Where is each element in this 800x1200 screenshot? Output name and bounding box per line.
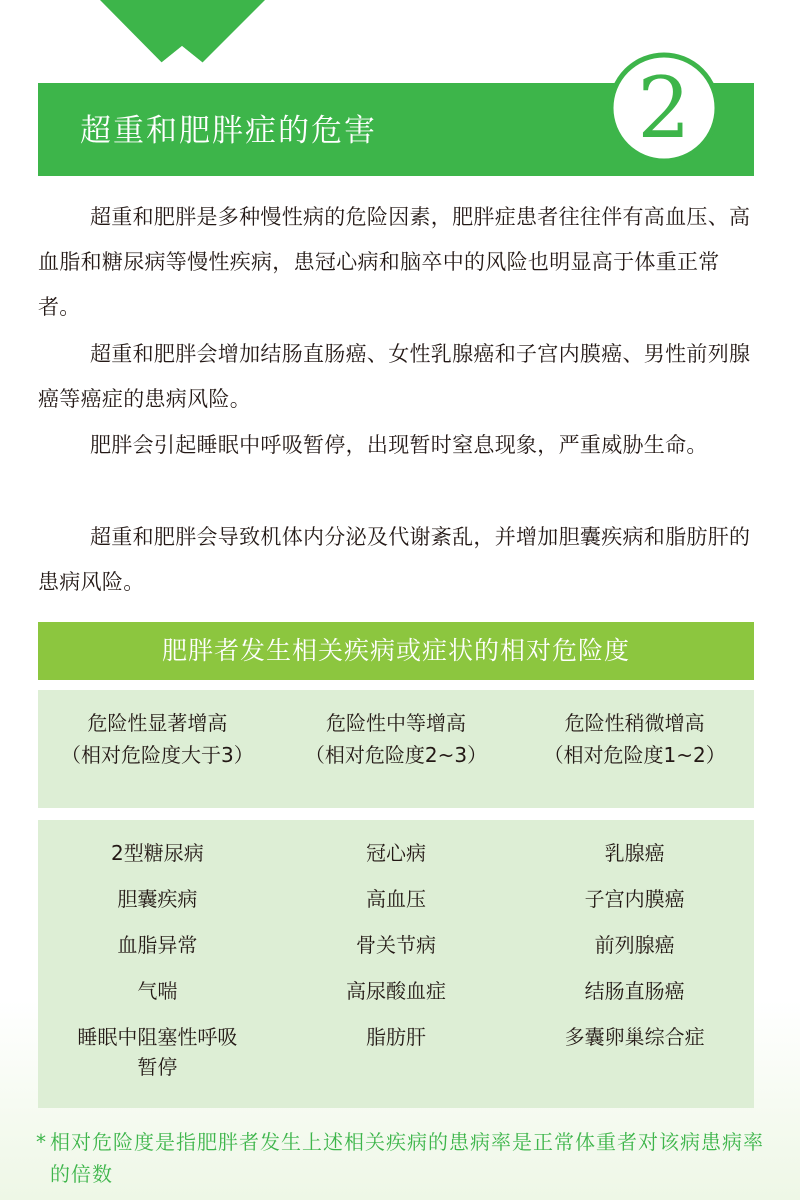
section-title: 超重和肥胖症的危害 <box>80 113 377 149</box>
disease-grid <box>38 820 754 1108</box>
paragraph-sleep-apnea: 肥胖会引起睡眠中呼吸暂停，出现暂时窒息现象，严重威胁生命。 <box>90 433 708 457</box>
disease-item: 多囊卵巢综合症 <box>564 1025 705 1049</box>
risk-table-title: 肥胖者发生相关疾病或症状的相对危险度 <box>38 622 754 680</box>
risk-level-range: （相对危险度大于3） <box>60 743 254 767</box>
section-number: 2 <box>637 59 691 157</box>
risk-level-range: （相对危险度2~3） <box>304 743 488 767</box>
footnote-text: 相对危险度是指肥胖者发生上述相关疾病的患病率是正常体重者对该病患病率的倍数 <box>50 1130 764 1186</box>
risk-level-label: 危险性稍微增高 <box>564 711 705 735</box>
risk-level-label: 危险性中等增高 <box>326 711 466 735</box>
disease-item: 胆囊疾病 <box>117 887 198 911</box>
risk-level-high <box>38 690 277 808</box>
disease-column-high <box>38 820 277 1108</box>
footnote <box>36 1126 766 1190</box>
disease-item: 高血压 <box>366 887 426 911</box>
paragraph-metabolic-disorder: 超重和肥胖会导致机体内分泌及代谢紊乱，并增加胆囊疾病和脂肪肝的患病风险。 <box>38 525 751 594</box>
disease-item: 子宫内膜癌 <box>584 887 685 911</box>
disease-item: 乳腺癌 <box>604 841 665 865</box>
disease-item: 2型糖尿病 <box>110 841 204 865</box>
disease-item: 脂肪肝 <box>366 1025 426 1049</box>
risk-levels-row <box>38 690 754 808</box>
risk-level-range: （相对危险度1~2） <box>543 743 726 767</box>
disease-item: 高尿酸血症 <box>346 979 446 1003</box>
disease-item: 前列腺癌 <box>594 933 675 957</box>
disease-item: 气喘 <box>137 979 178 1003</box>
disease-item: 冠心病 <box>366 841 426 865</box>
disease-item: 睡眠中阻塞性呼吸暂停 <box>77 1025 238 1079</box>
risk-level-label: 危险性显著增高 <box>87 711 228 735</box>
disease-item: 血脂异常 <box>117 933 198 957</box>
footnote-marker: * <box>36 1130 47 1154</box>
disease-item: 结肠直肠癌 <box>584 979 685 1003</box>
risk-level-low <box>515 690 754 808</box>
paragraph-cancer-risk: 超重和肥胖会增加结肠直肠癌、女性乳腺癌和子宫内膜癌、男性前列腺癌等癌症的患病风险。 <box>38 342 751 411</box>
disease-column-medium <box>277 820 516 1108</box>
disease-column-low <box>515 820 754 1108</box>
paragraph-chronic-disease-risk: 超重和肥胖是多种慢性病的危险因素，肥胖症患者往往伴有高血压、高血脂和糖尿病等慢性疾病，患冠心病和脑卒中的风险也明显高于体重正常者。 <box>38 205 751 319</box>
disease-item: 骨关节病 <box>356 933 436 957</box>
risk-level-medium <box>277 690 516 808</box>
